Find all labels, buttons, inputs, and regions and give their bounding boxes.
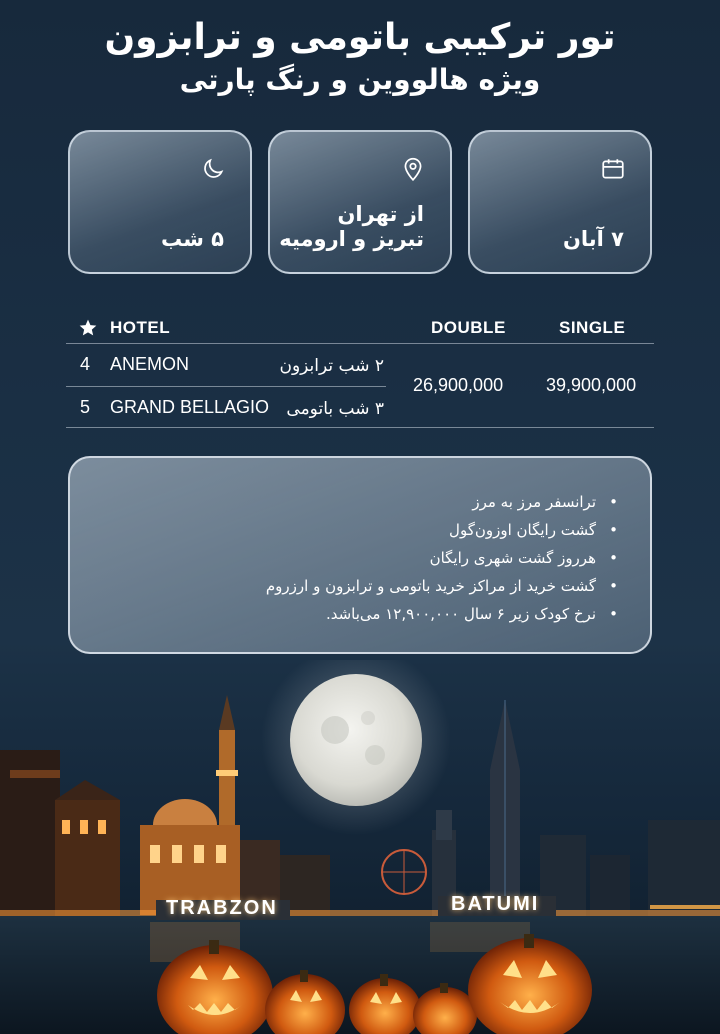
title-block	[0, 14, 720, 98]
header-single: SINGLE	[559, 318, 626, 337]
service-item: • گشت رایگان اوزون‌گول	[90, 516, 608, 544]
trabzon-label: TRABZON	[166, 897, 278, 919]
row1-nights: ۲ شب ترابزون	[279, 356, 384, 376]
moon-icon	[200, 156, 226, 182]
table-rule-mid	[66, 386, 386, 387]
row2-hotel: GRAND BELLAGIO	[110, 397, 270, 417]
services-list	[90, 488, 622, 628]
calendar-icon	[600, 156, 626, 182]
row2-nights: ۳ شب باتومی	[286, 399, 384, 419]
origin-card	[268, 130, 452, 274]
tour-subtitle: ویژه هالووین و رنگ پارتی	[179, 63, 541, 96]
date-card	[468, 130, 652, 274]
price-single: 39,900,000	[546, 375, 637, 395]
price-double: 26,900,000	[413, 375, 504, 395]
row2-stars: 5	[80, 397, 91, 417]
service-item: • ترانسفر مرز به مرز	[90, 488, 608, 516]
date-label: ۷ آبان	[562, 227, 624, 251]
table-rule-bottom	[66, 427, 654, 428]
origin-line-1: از تهران	[337, 202, 424, 226]
star-icon	[78, 318, 98, 338]
nights-label: ۵ شب	[160, 227, 224, 251]
origin-line-2: تبریز و ارومیه	[279, 227, 424, 251]
header-double: DOUBLE	[431, 318, 506, 337]
services-box	[68, 456, 652, 654]
service-item: • نرخ کودک زیر ۶ سال ۱۲,۹۰۰,۰۰۰ می‌باشد.	[90, 600, 608, 628]
nights-card	[68, 130, 252, 274]
table-rule-top	[66, 343, 654, 344]
tour-title: تور ترکیبی باتومی و ترابزون	[104, 17, 616, 58]
origin-label	[279, 202, 424, 252]
service-item: • گشت خرید از مراکز خرید باتومی و ترابزون و ارزروم	[90, 572, 608, 600]
row1-stars: 4	[80, 354, 91, 374]
location-pin-icon	[400, 156, 426, 182]
batumi-label: BATUMI	[451, 893, 540, 915]
city-night-scene	[0, 660, 720, 1034]
service-item: • هرروز گشت شهری رایگان	[90, 544, 608, 572]
full-moon	[290, 674, 422, 806]
row1-hotel: ANEMON	[110, 354, 190, 374]
header-hotel: HOTEL	[110, 318, 171, 337]
